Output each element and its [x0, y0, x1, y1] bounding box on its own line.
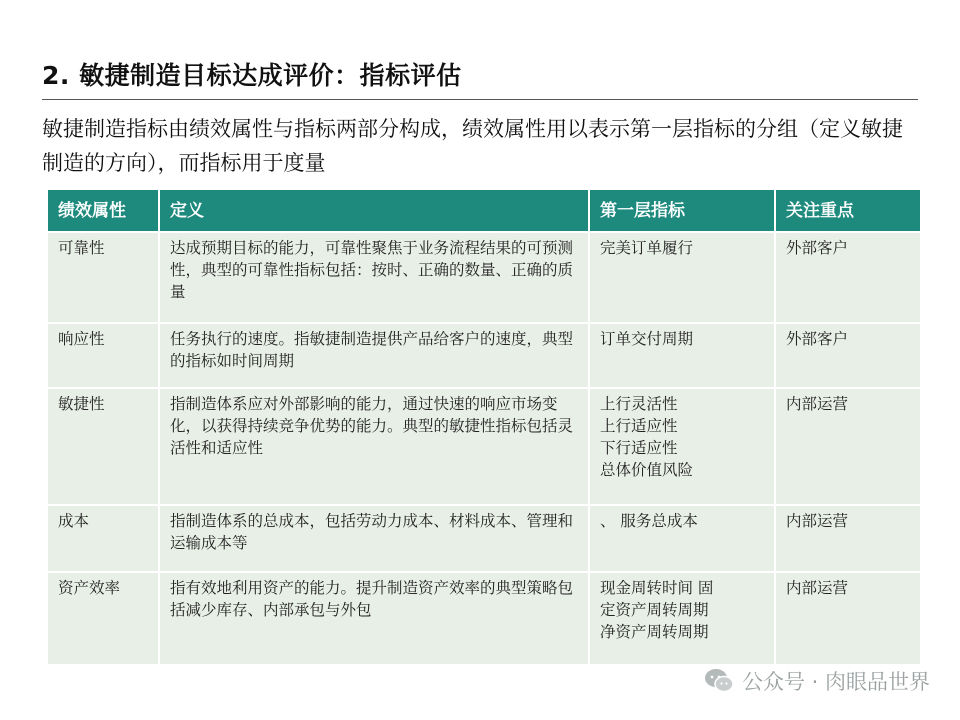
- metric-item: 下行适应性: [600, 439, 678, 457]
- cell-metrics: [589, 572, 775, 665]
- table-row: [48, 323, 920, 388]
- metric-item: 上行灵活性: [600, 395, 678, 413]
- metric-item: 现金周转时间 固: [600, 579, 714, 597]
- metric-item: 订单交付周期: [600, 330, 694, 348]
- cell-attribute: 成本: [48, 505, 159, 572]
- cell-definition: 达成预期目标的能力，可靠性聚焦于业务流程结果的可预测性，典型的可靠性指标包括：按时、正确的数量、正确的质量: [159, 232, 589, 323]
- table-row: [48, 572, 920, 665]
- cell-focus: 内部运营: [775, 572, 920, 665]
- metric-item: 、 服务总成本: [600, 512, 698, 530]
- cell-definition: 指制造体系的总成本，包括劳动力成本、材料成本、管理和运输成本等: [159, 505, 589, 572]
- watermark-text: 公众号 · 肉眼品世界: [741, 670, 930, 694]
- title-divider: [42, 99, 918, 100]
- cell-metrics: [589, 232, 775, 323]
- metric-item: 净资产周转周期: [600, 623, 709, 641]
- table-row: [48, 505, 920, 572]
- page-title: 2. 敏捷制造目标达成评价：指标评估: [42, 61, 462, 90]
- header-first-level-metrics: 第一层指标: [589, 190, 775, 232]
- table-row: [48, 388, 920, 505]
- cell-focus: 外部客户: [775, 323, 920, 388]
- cell-attribute: 敏捷性: [48, 388, 159, 505]
- cell-definition: 指制造体系应对外部影响的能力，通过快速的响应市场变化，以获得持续竞争优势的能力。典型的敏捷性指标包括灵活性和适应性: [159, 388, 589, 505]
- intro-paragraph: 敏捷制造指标由绩效属性与指标两部分构成，绩效属性用以表示第一层指标的分组（定义敏捷制造的方向），而指标用于度量: [42, 117, 903, 175]
- cell-metrics: [589, 505, 775, 572]
- watermark: [704, 666, 930, 696]
- cell-focus: 外部客户: [775, 232, 920, 323]
- cell-metrics: [589, 323, 775, 388]
- table-header-row: [48, 190, 920, 232]
- wechat-icon: [704, 668, 734, 694]
- table-row: [48, 232, 920, 323]
- cell-attribute: 响应性: [48, 323, 159, 388]
- metric-item: 定资产周转周期: [600, 601, 709, 619]
- cell-definition: 指有效地利用资产的能力。提升制造资产效率的典型策略包括减少库存、内部承包与外包: [159, 572, 589, 665]
- metrics-table: [48, 190, 920, 666]
- metric-item: 总体价值风险: [600, 461, 694, 479]
- cell-focus: 内部运营: [775, 505, 920, 572]
- cell-metrics: [589, 388, 775, 505]
- cell-focus: 内部运营: [775, 388, 920, 505]
- header-definition: 定义: [159, 190, 589, 232]
- cell-definition: 任务执行的速度。指敏捷制造提供产品给客户的速度，典型的指标如时间周期: [159, 323, 589, 388]
- metric-item: 上行适应性: [600, 417, 678, 435]
- cell-attribute: 可靠性: [48, 232, 159, 323]
- metric-item: 完美订单履行: [600, 239, 694, 257]
- cell-attribute: 资产效率: [48, 572, 159, 665]
- header-focus: 关注重点: [775, 190, 920, 232]
- header-attribute: 绩效属性: [48, 190, 159, 232]
